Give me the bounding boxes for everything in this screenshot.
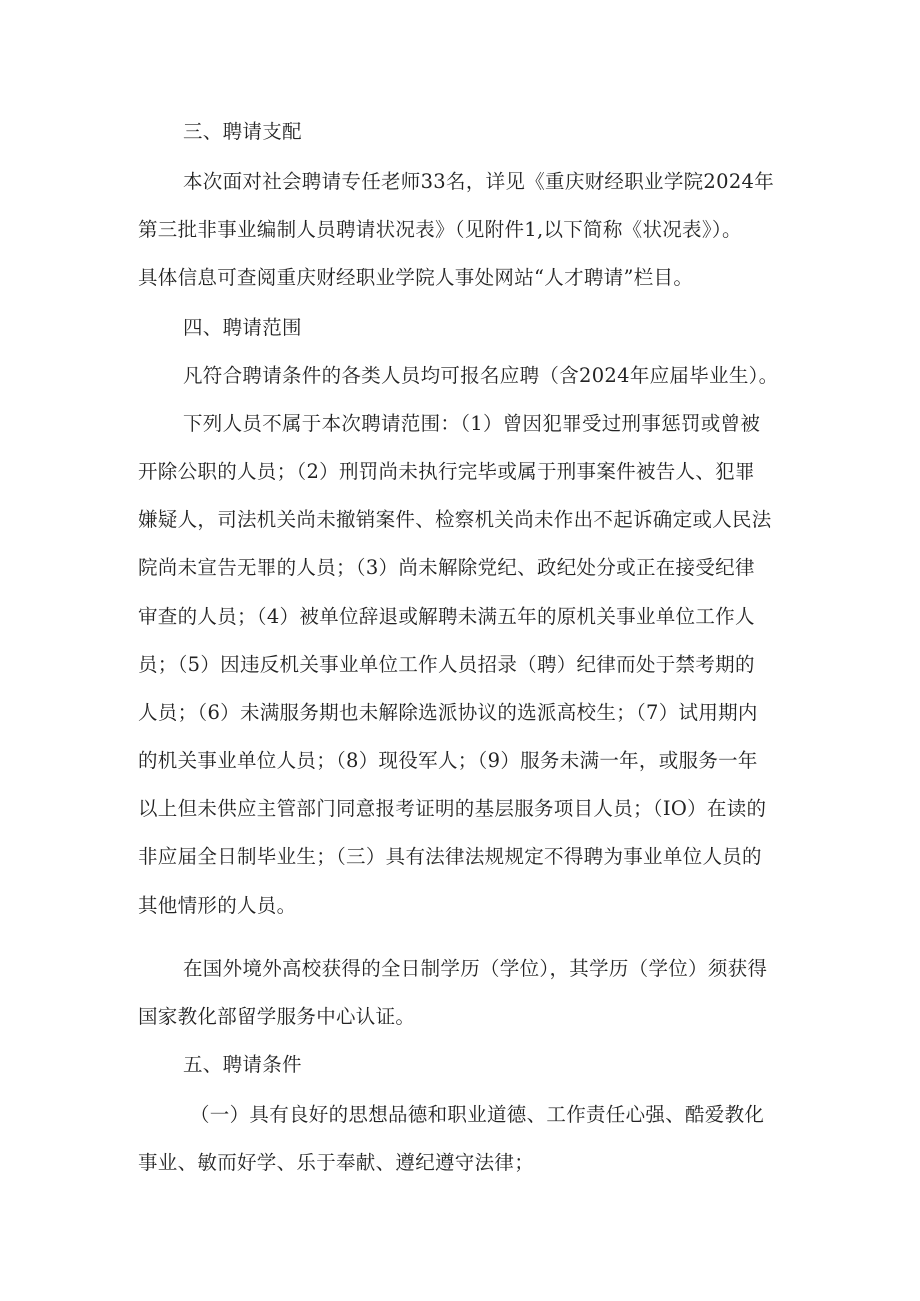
section-heading-3: 三、聘请支配 <box>183 120 302 143</box>
paragraph-line: 的机关事业单位人员；（8）现役军人；（9）服务未满一年，或服务一年 <box>138 749 758 772</box>
paragraph-line: 第三批非事业编制人员聘请状况表》（见附件1,以下简称《状况表》）。 <box>138 218 742 241</box>
paragraph-line: 国家教化部留学服务中心认证。 <box>138 1005 416 1028</box>
paragraph-line: 嫌疑人，司法机关尚未撤销案件、检察机关尚未作出不起诉确定或人民法 <box>138 508 772 531</box>
paragraph-line: 事业、敏而好学、乐于奉献、遵纪遵守法律； <box>138 1151 535 1174</box>
paragraph-line: 以上但未供应主管部门同意报考证明的基层服务项目人员；（IO）在读的 <box>138 797 767 820</box>
section-heading-4: 四、聘请范围 <box>183 316 302 339</box>
paragraph-line: 员；（5）因违反机关事业单位工作人员招录（聘）纪律而处于禁考期的 <box>138 653 755 676</box>
paragraph-line: 审查的人员；（4）被单位辞退或解聘未满五年的原机关事业单位工作人 <box>138 605 755 628</box>
paragraph-line: 非应届全日制毕业生；（三）具有法律法规规定不得聘为事业单位人员的 <box>138 845 762 868</box>
paragraph-line: （一）具有良好的思想品德和职业道德、工作责任心强、酷爱教化 <box>190 1103 765 1126</box>
paragraph-line: 本次面对社会聘请专任老师33名，详见《重庆财经职业学院2024年 <box>183 170 775 193</box>
paragraph-line: 凡符合聘请条件的各类人员均可报名应聘（含2024年应届毕业生）。 <box>183 364 779 387</box>
paragraph-line: 开除公职的人员；（2）刑罚尚未执行完毕或属于刑事案件被告人、犯罪 <box>138 460 755 483</box>
section-heading-5: 五、聘请条件 <box>183 1053 302 1076</box>
paragraph-line: 院尚未宣告无罪的人员；（3）尚未解除党纪、政纪处分或正在接受纪律 <box>138 556 755 579</box>
paragraph-line: 具体信息可查阅重庆财经职业学院人事处网站“人才聘请”栏目。 <box>138 266 694 289</box>
paragraph-line: 其他情形的人员。 <box>138 894 297 917</box>
paragraph-line: 在国外境外高校获得的全日制学历（学位），其学历（学位）须获得 <box>183 957 768 980</box>
paragraph-line: 下列人员不属于本次聘请范围：（1）曾因犯罪受过刑事惩罚或曾被 <box>183 412 761 435</box>
paragraph-line: 人员；（6）未满服务期也未解除选派协议的选派高校生；（7）试用期内 <box>138 701 758 724</box>
